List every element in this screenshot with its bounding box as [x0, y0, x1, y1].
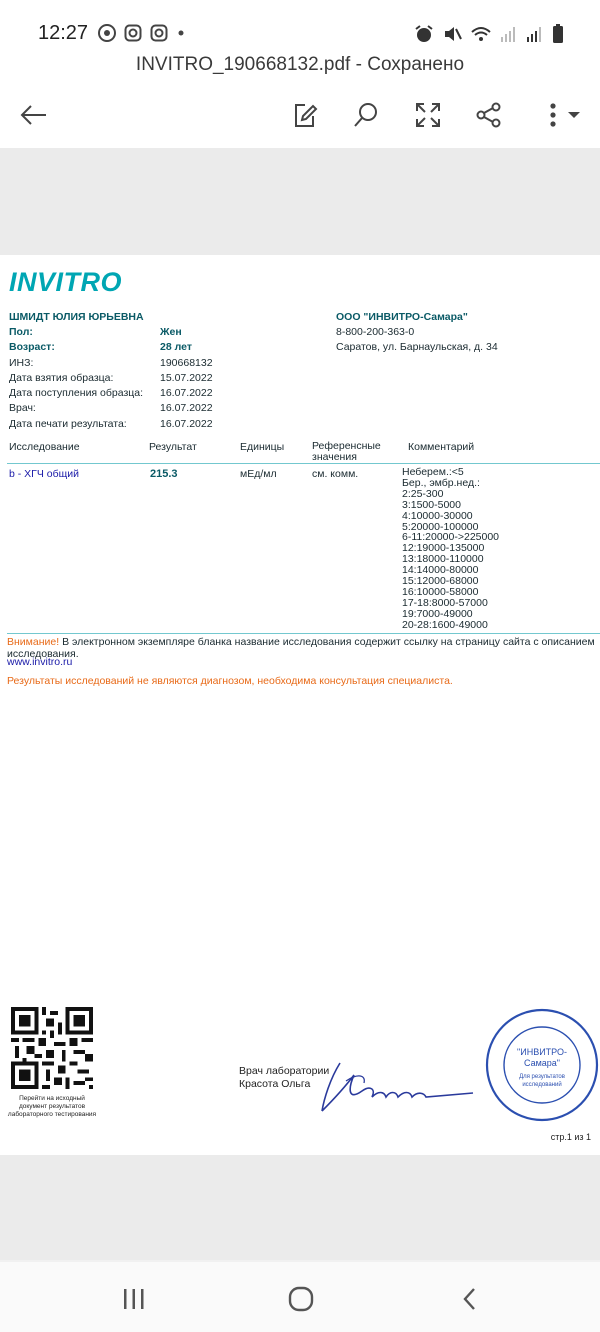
- patient-value: 16.07.2022: [160, 387, 213, 399]
- page-number: стр.1 из 1: [550, 1132, 591, 1142]
- signature-icon: [318, 1055, 478, 1115]
- instagram-icon: [124, 24, 142, 42]
- comment-line: 15:12000-68000: [402, 575, 479, 588]
- status-time: 12:27: [38, 22, 89, 44]
- share-icon[interactable]: [472, 98, 506, 132]
- svg-text:"ИНВИТРО-: "ИНВИТРО-: [517, 1047, 567, 1057]
- patient-label: Дата взятия образца:: [9, 372, 114, 384]
- back-icon[interactable]: [450, 1284, 490, 1314]
- recent-apps-icon[interactable]: [114, 1284, 154, 1314]
- patient-value: 28 лет: [160, 341, 192, 353]
- signal-icon: [500, 25, 518, 43]
- comment-line: Бер., эмбр.нед.:: [402, 476, 480, 489]
- doctor-signature-block: [239, 1065, 329, 1091]
- patient-label: ИНЗ:: [9, 357, 34, 369]
- mute-icon: [442, 24, 462, 44]
- table-bottom-divider: [7, 633, 600, 634]
- alarm-icon: [414, 24, 434, 44]
- col-header-comments: Комментарий: [408, 441, 475, 453]
- pdf-page[interactable]: [0, 255, 600, 1155]
- result-reference: см. комм.: [312, 468, 359, 480]
- wifi-icon: [470, 25, 492, 43]
- table-divider: [7, 463, 600, 464]
- lab-name: ООО "ИНВИТРО-Самара": [336, 311, 468, 323]
- patient-label: Пол:: [9, 326, 33, 338]
- lab-address: Саратов, ул. Барнаульская, д. 34: [336, 341, 498, 353]
- doctor-name: Красота Ольга: [239, 1078, 311, 1090]
- col-header-reference: Референсные значения: [312, 440, 381, 463]
- col-header-test: Исследование: [9, 441, 80, 453]
- navigation-bar: [0, 1262, 600, 1332]
- result-value: 215.3: [150, 468, 178, 480]
- comment-line: 5:20000-100000: [402, 520, 479, 533]
- chrome-icon: [98, 24, 116, 42]
- patient-label: Врач:: [9, 402, 36, 414]
- doctor-title: Врач лаборатории: [239, 1065, 330, 1077]
- comment-line: 2:25-300: [402, 487, 444, 500]
- comment-line: 13:18000-110000: [402, 553, 484, 566]
- test-link[interactable]: b - ХГЧ общий: [9, 468, 79, 480]
- comment-line: 20-28:1600-49000: [402, 618, 488, 631]
- svg-text:исследований: исследований: [522, 1082, 562, 1088]
- notice-label: Внимание!: [7, 636, 60, 648]
- signal-icon: [526, 25, 544, 43]
- comment-line: 3:1500-5000: [402, 498, 461, 511]
- col-header-result: Результат: [149, 441, 197, 453]
- toolbar: [0, 90, 600, 148]
- back-arrow-icon[interactable]: [16, 98, 50, 132]
- stamp-icon: [484, 1007, 600, 1123]
- result-units: мЕд/мл: [240, 468, 277, 480]
- more-icon[interactable]: [538, 98, 584, 132]
- patient-name: ШМИДТ ЮЛИЯ ЮРЬЕВНА: [9, 311, 144, 323]
- patient-value: 16.07.2022: [160, 402, 213, 414]
- notice-text: [7, 637, 597, 660]
- comment-line: 4:10000-30000: [402, 509, 473, 522]
- comment-line: 17-18:8000-57000: [402, 596, 488, 609]
- comment-line: 16:10000-58000: [402, 585, 479, 598]
- qr-caption: Перейти на исходный документ результатов лабораторного тестирования: [7, 1095, 97, 1118]
- notice-body: В электронном экземпляре бланка название исследования содержит ссылку на страницу сайта с описанием исследования.: [7, 636, 595, 660]
- lab-phone: 8-800-200-363-0: [336, 326, 415, 338]
- patient-value: 190668132: [160, 357, 213, 369]
- search-icon[interactable]: [349, 98, 383, 132]
- qr-code-icon[interactable]: [11, 1007, 93, 1089]
- invitro-logo: INVITRO: [9, 267, 123, 297]
- patient-value: 16.07.2022: [160, 418, 213, 430]
- status-bar: [0, 0, 600, 52]
- fullscreen-icon[interactable]: [411, 98, 445, 132]
- patient-label: Возраст:: [9, 341, 55, 353]
- patient-label: Дата печати результата:: [9, 418, 127, 430]
- svg-text:Для результатов: Для результатов: [519, 1074, 565, 1080]
- comment-line: 14:14000-80000: [402, 564, 479, 577]
- document-title: INVITRO_190668132.pdf - Сохранено: [135, 54, 465, 75]
- comment-line: Неберем.:<5: [402, 466, 464, 478]
- site-link[interactable]: www.invitro.ru: [7, 656, 73, 668]
- comment-line: 12:19000-135000: [402, 542, 485, 555]
- comment-line: 19:7000-49000: [402, 607, 473, 620]
- battery-icon: [552, 24, 564, 44]
- disclaimer-text: Результаты исследований не являются диагнозом, необходима консультация специалиста.: [7, 675, 453, 687]
- comment-line: 6-11:20000->225000: [402, 531, 500, 544]
- instagram-icon: [150, 24, 168, 42]
- edit-icon[interactable]: [288, 98, 322, 132]
- patient-value: Жен: [160, 326, 182, 338]
- home-icon[interactable]: [281, 1284, 321, 1314]
- patient-label: Дата поступления образца:: [9, 387, 144, 399]
- col-header-units: Единицы: [240, 441, 285, 453]
- dot-icon: [176, 24, 186, 42]
- result-comments: [402, 467, 499, 631]
- patient-value: 15.07.2022: [160, 372, 213, 384]
- svg-text:Самара": Самара": [523, 1058, 561, 1068]
